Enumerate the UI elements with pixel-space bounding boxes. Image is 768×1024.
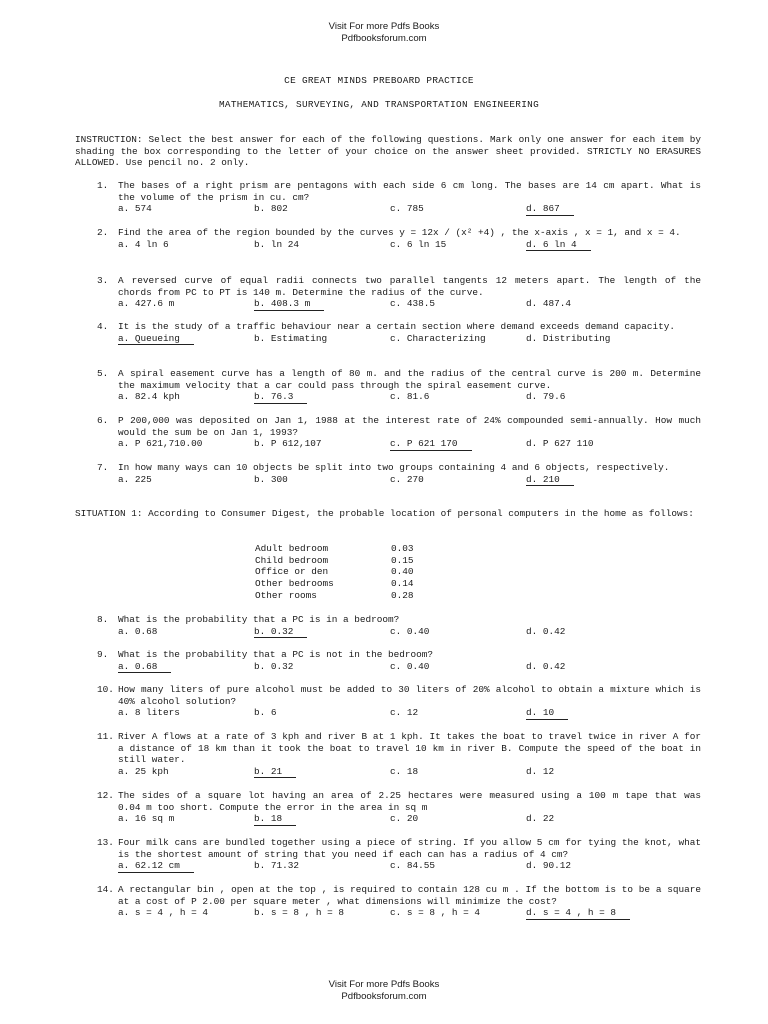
question-number: 7. [97, 462, 109, 473]
question-number: 3. [97, 275, 109, 286]
question-number: 11. [97, 731, 114, 742]
table-row [255, 555, 414, 567]
choice-a: a. 82.4 kph [118, 391, 180, 403]
choice-b-marked-answer: b. 408.3 m [254, 298, 324, 311]
top-banner [0, 21, 768, 45]
choice-b-marked-answer: b. 21 [254, 766, 296, 779]
choice-c: c. 84.55 [390, 860, 436, 872]
question-2 [97, 227, 701, 251]
choice-b: b. P 612,107 [254, 438, 322, 450]
choice-d: d. 79.6 [526, 391, 566, 403]
choice-b: b. s = 8 , h = 8 [254, 907, 345, 919]
choice-a: a. 8 liters [118, 707, 180, 719]
location-cell: Other rooms [255, 589, 317, 601]
choice-c: c. 0.40 [390, 625, 430, 637]
question-6 [97, 415, 701, 450]
bottom-banner-line1: Visit For more Pdfs Books [328, 979, 440, 990]
question-text: What is the probability that a PC is not in the bedroom? [118, 649, 434, 660]
choice-b: b. 300 [254, 473, 288, 485]
question-number: 9. [97, 649, 109, 660]
choice-c: c. 270 [390, 473, 424, 485]
situation-paragraph: SITUATION 1: According to Consumer Digest, the probable location of personal computers in the home as follows: [75, 508, 694, 519]
probability-table [255, 543, 414, 601]
question-number: 5. [97, 368, 109, 379]
choice-b: b. 71.32 [254, 860, 300, 872]
probability-cell: 0.28 [391, 589, 414, 601]
choice-d-marked-answer: d. 210 [526, 474, 574, 487]
choice-a: a. 25 kph [118, 765, 169, 777]
choice-c-marked-answer: c. P 621 170 [390, 438, 472, 451]
question-number: 12. [97, 790, 114, 801]
answer-choices [118, 438, 701, 450]
question-number: 14. [97, 884, 114, 895]
table-row [255, 566, 414, 578]
choice-b: b. 6 [254, 707, 277, 719]
bottom-banner [0, 979, 768, 1003]
table-row [255, 578, 414, 590]
top-banner-link[interactable]: Pdfbooksforum.com [341, 33, 427, 44]
table-row [255, 590, 414, 602]
location-cell: Child bedroom [255, 554, 329, 566]
question-13 [97, 837, 701, 872]
answer-choices [118, 907, 701, 919]
question-number: 4. [97, 321, 109, 332]
choice-a: a. 427.6 m [118, 298, 175, 310]
choice-b: b. Estimating [254, 332, 328, 344]
choice-c: c. 20 [390, 813, 419, 825]
choice-a: a. 225 [118, 473, 152, 485]
choice-a: a. 0.68 [118, 625, 158, 637]
question-text: Find the area of the region bounded by the curves y = 12x / (x² +4) , the x-axis , x = 1, and x = 4. [118, 227, 681, 238]
choice-c: c. 0.40 [390, 660, 430, 672]
answer-choices [118, 391, 701, 403]
choice-a-marked-answer: a. Queueing [118, 333, 194, 346]
choice-a-marked-answer: a. 0.68 [118, 661, 171, 674]
question-number: 2. [97, 227, 109, 238]
question-text: In how many ways can 10 objects be split into two groups containing 4 and 6 objects, respectively. [118, 462, 670, 473]
question-text: Four milk cans are bundled together using a piece of string. If you allow 5 cm for tying the knot, what is the shortest amount of string that you need if each can has a radius of 4 cm? [118, 837, 701, 860]
choice-c: c. 81.6 [390, 391, 430, 403]
question-text: The sides of a square lot having an area of 2.25 hectares were measured using a 100 m tape that was 0.04 m too short. Compute the error in the area in sq m [118, 790, 701, 813]
table-row [255, 543, 414, 555]
answer-choices [118, 203, 701, 215]
question-1 [97, 180, 701, 215]
location-cell: Other bedrooms [255, 578, 334, 590]
answer-choices [118, 239, 701, 251]
choice-c: c. 785 [390, 203, 424, 215]
question-text: How many liters of pure alcohol must be added to 30 liters of 20% alcohol to obtain a mixture which is 40% alcohol solution? [118, 684, 701, 707]
answer-choices [118, 333, 701, 345]
choice-d: d. 487.4 [526, 298, 572, 310]
choice-c: c. Characterizing [390, 332, 486, 344]
question-4 [97, 321, 701, 345]
answer-choices [118, 474, 701, 486]
question-number: 6. [97, 415, 109, 426]
choice-b-marked-answer: b. 76.3 [254, 391, 307, 404]
document-title: CE GREAT MINDS PREBOARD PRACTICE [284, 75, 474, 86]
choice-d-marked-answer: d. s = 4 , h = 8 [526, 907, 630, 920]
question-text: What is the probability that a PC is in a bedroom? [118, 614, 400, 625]
choice-c: c. 18 [390, 765, 419, 777]
choice-d-marked-answer: d. 6 ln 4 [526, 239, 591, 252]
question-number: 1. [97, 180, 109, 191]
choice-a: a. 574 [118, 203, 152, 215]
question-9 [97, 649, 701, 673]
choice-a: a. P 621,710.00 [118, 438, 203, 450]
choice-b-marked-answer: b. 0.32 [254, 626, 307, 639]
instruction-paragraph: INSTRUCTION: Select the best answer for each of the following questions. Mark only one answer for each item by shading the box corresponding to the letter of your choice on the answer sheet provided. STRICTLY NO ERASURES ALLOWED. Use pencil no. 2 only. [75, 134, 701, 169]
choice-d: d. 22 [526, 813, 555, 825]
answer-choices [118, 766, 701, 778]
answer-choices [118, 813, 701, 825]
answer-choices [118, 661, 701, 673]
choice-d: d. 90.12 [526, 860, 572, 872]
question-5 [97, 368, 701, 403]
choice-d: d. 0.42 [526, 660, 566, 672]
probability-cell: 0.03 [391, 543, 414, 554]
question-7 [97, 462, 701, 486]
choice-a: a. 16 sq m [118, 813, 175, 825]
bottom-banner-link[interactable]: Pdfbooksforum.com [341, 991, 427, 1002]
choice-b: b. 0.32 [254, 660, 294, 672]
choice-b: b. 802 [254, 203, 288, 215]
question-3 [97, 275, 701, 310]
probability-cell: 0.14 [391, 578, 414, 590]
question-12 [97, 790, 701, 825]
top-banner-line1: Visit For more Pdfs Books [328, 21, 440, 32]
choice-a-marked-answer: a. 62.12 cm [118, 860, 194, 873]
choice-c: c. s = 8 , h = 4 [390, 907, 481, 919]
question-14 [97, 884, 701, 919]
choice-c: c. 438.5 [390, 298, 436, 310]
document-subtitle: MATHEMATICS, SURVEYING, AND TRANSPORTATION ENGINEERING [219, 99, 539, 110]
question-text: A reversed curve of equal radii connects two parallel tangents 12 meters apart. The length of the chords from PC to PT is 140 m. Determine the radius of the curve. [118, 275, 701, 298]
question-text: River A flows at a rate of 3 kph and river B at 1 kph. It takes the boat to travel twice in river A for a distance of 18 km than it took the boat to travel 10 km in river B. Compute the speed of the boat in still water. [118, 731, 701, 766]
question-number: 10. [97, 684, 114, 695]
choice-d: d. 0.42 [526, 625, 566, 637]
choice-d: d. Distributing [526, 332, 611, 344]
question-text: A spiral easement curve has a length of 80 m. and the radius of the central curve is 200 m. Determine the maximum velocity that a car could pass through the spiral easement curve. [118, 368, 701, 391]
answer-choices [118, 298, 701, 310]
location-cell: Adult bedroom [255, 543, 329, 554]
choice-b: b. ln 24 [254, 238, 300, 250]
location-cell: Office or den [255, 566, 329, 578]
answer-choices [118, 626, 701, 638]
question-text: It is the study of a traffic behaviour near a certain section where demand exceeds demand capacity. [118, 321, 675, 332]
choice-a: a. 4 ln 6 [118, 238, 169, 250]
choice-a: a. s = 4 , h = 4 [118, 907, 209, 919]
question-8 [97, 614, 701, 638]
choice-d-marked-answer: d. 10 [526, 707, 568, 720]
choice-c: c. 6 ln 15 [390, 238, 447, 250]
choice-c: c. 12 [390, 707, 419, 719]
question-text: P 200,000 was deposited on Jan 1, 1988 at the interest rate of 24% compounded semi-annually. How much would the sum be on Jan 1, 1993? [118, 415, 701, 438]
question-10 [97, 684, 701, 719]
question-number: 8. [97, 614, 109, 625]
choice-b-marked-answer: b. 18 [254, 813, 296, 826]
choice-d: d. 12 [526, 765, 555, 777]
question-11 [97, 731, 701, 778]
question-number: 13. [97, 837, 114, 848]
answer-choices [118, 860, 701, 872]
choice-d-marked-answer: d. 867 [526, 203, 574, 216]
probability-cell: 0.40 [391, 566, 414, 578]
choice-d: d. P 627 110 [526, 438, 594, 450]
question-text: A rectangular bin , open at the top , is required to contain 128 cu m . If the bottom is to be a square at a cost of P 2.00 per square meter , what dimensions will minimize the cost? [118, 884, 701, 907]
probability-cell: 0.15 [391, 554, 414, 566]
question-text: The bases of a right prism are pentagons with each side 6 cm long. The bases are 14 cm apart. What is the volume of the prism in cu. cm? [118, 180, 701, 203]
answer-choices [118, 707, 701, 719]
